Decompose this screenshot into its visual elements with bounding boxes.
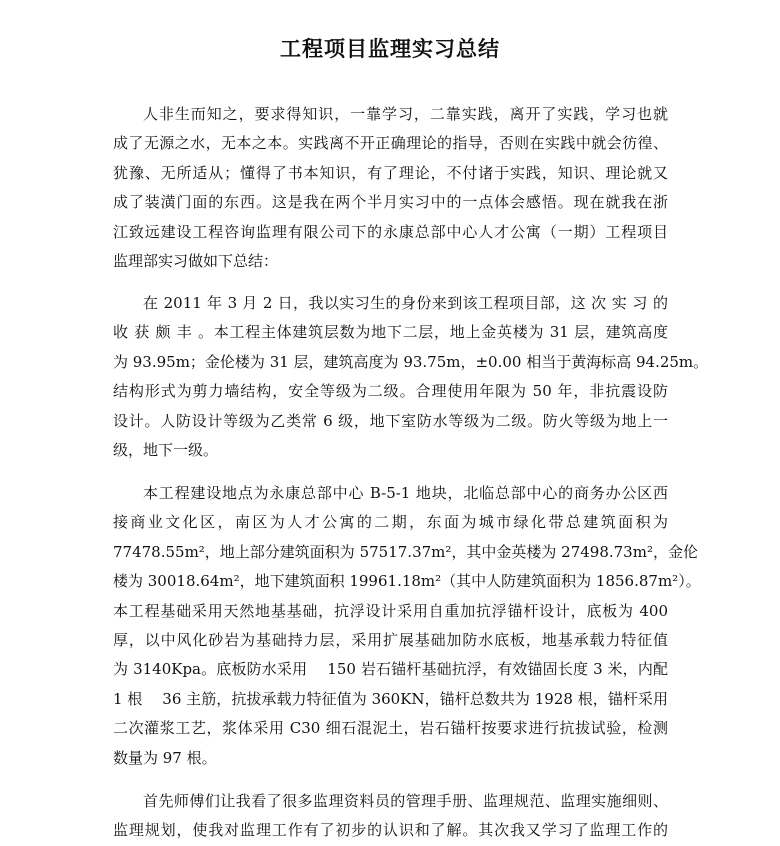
text-line: 级，地下一级。 [113,440,219,459]
text-line: 接商业文化区，南区为人才公寓的二期，东面为城市绿化带总建筑面积为 [113,513,668,532]
paragraph-4 [113,787,668,846]
text-line: 收 获 颇 丰 。本工程主体建筑层数为地下二层，地上金英楼为 31 层，建筑高度 [113,323,668,342]
text-line: 为 93.95m；金伦楼为 31 层，建筑高度为 93.75m，±0.00 相当于黄海标高 94.25m。 [113,352,709,371]
text-line: 成了装潢门面的东西。这是我在两个半月实习中的一点体会感悟。现在就我在浙 [113,193,668,212]
text-line: 楼为 30018.64m²，地下建筑面积 19961.18m²（其中人防建筑面积为 1856.87m²）。 [113,572,701,591]
text-line: 监理部实习做如下总结： [113,251,279,270]
text-line: 犹豫、无所适从；懂得了书本知识，有了理论，不付诸于实践，知识、理论就又 [113,163,668,182]
text-line: 厚，以中风化砂岩为基础持力层，采用扩展基础加防水底板，地基承载力特征值 [113,630,668,649]
text-line: 结构形式为剪力墙结构，安全等级为二级。合理使用年限为 50 年，非抗震设防 [113,382,668,401]
text-line: 人非生而知之，要求得知识，一靠学习，二靠实践，离开了实践，学习也就 [143,105,668,123]
text-line: 77478.55m²，地上部分建筑面积为 57517.37m²，其中金英楼为 27498.73m²，金伦 [113,542,698,561]
text-line: 成了无源之水，无本之本。实践离不开正确理论的指导，否则在实践中就会彷徨、 [113,134,668,153]
page-title: 工程项目监理实习总结 [280,37,500,61]
text-line: 监理规划，使我对监理工作有了初步的认识和了解。其次我又学习了监理工作的 [113,821,668,840]
text-line: 设计。人防设计等级为乙类常 6 级，地下室防水等级为二级。防火等级为地上一 [113,411,668,430]
text-line: 本工程建设地点为永康总部中心 B-5-1 地块，北临总部中心的商务办公区西 [143,484,668,502]
text-line: 1 根 36 主筋，抗拔承载力特征值为 360KN，锚杆总数共为 1928 根，锚杆采用 [113,689,668,708]
text-line: 为 3140Kpa。底板防水采用 150 岩石锚杆基础抗浮，有效锚固长度 3 米，内配 [113,660,668,679]
text-line: 二次灌浆工艺，浆体采用 C30 细石混泥土，岩石锚杆按要求进行抗拔试验，检测 [113,719,668,738]
text-line: 首先师傅们让我看了很多监理资料员的管理手册、监理规范、监理实施细则、 [143,792,668,810]
paragraph-1 [113,100,668,276]
text-line: 江致远建设工程咨询监理有限公司下的永康总部中心人才公寓（一期）工程项目 [113,222,668,241]
text-line: 数量为 97 根。 [113,748,217,767]
text-line: 在 2011 年 3 月 2 日，我以实习生的身份来到该工程项目部，这 次 实 习 的 [143,294,668,312]
text-line: 本工程基础采用天然地基基础，抗浮设计采用自重加抗浮锚杆设计，底板为 400 [113,601,668,620]
paragraph-3 [113,479,701,773]
paragraph-2 [113,289,709,465]
